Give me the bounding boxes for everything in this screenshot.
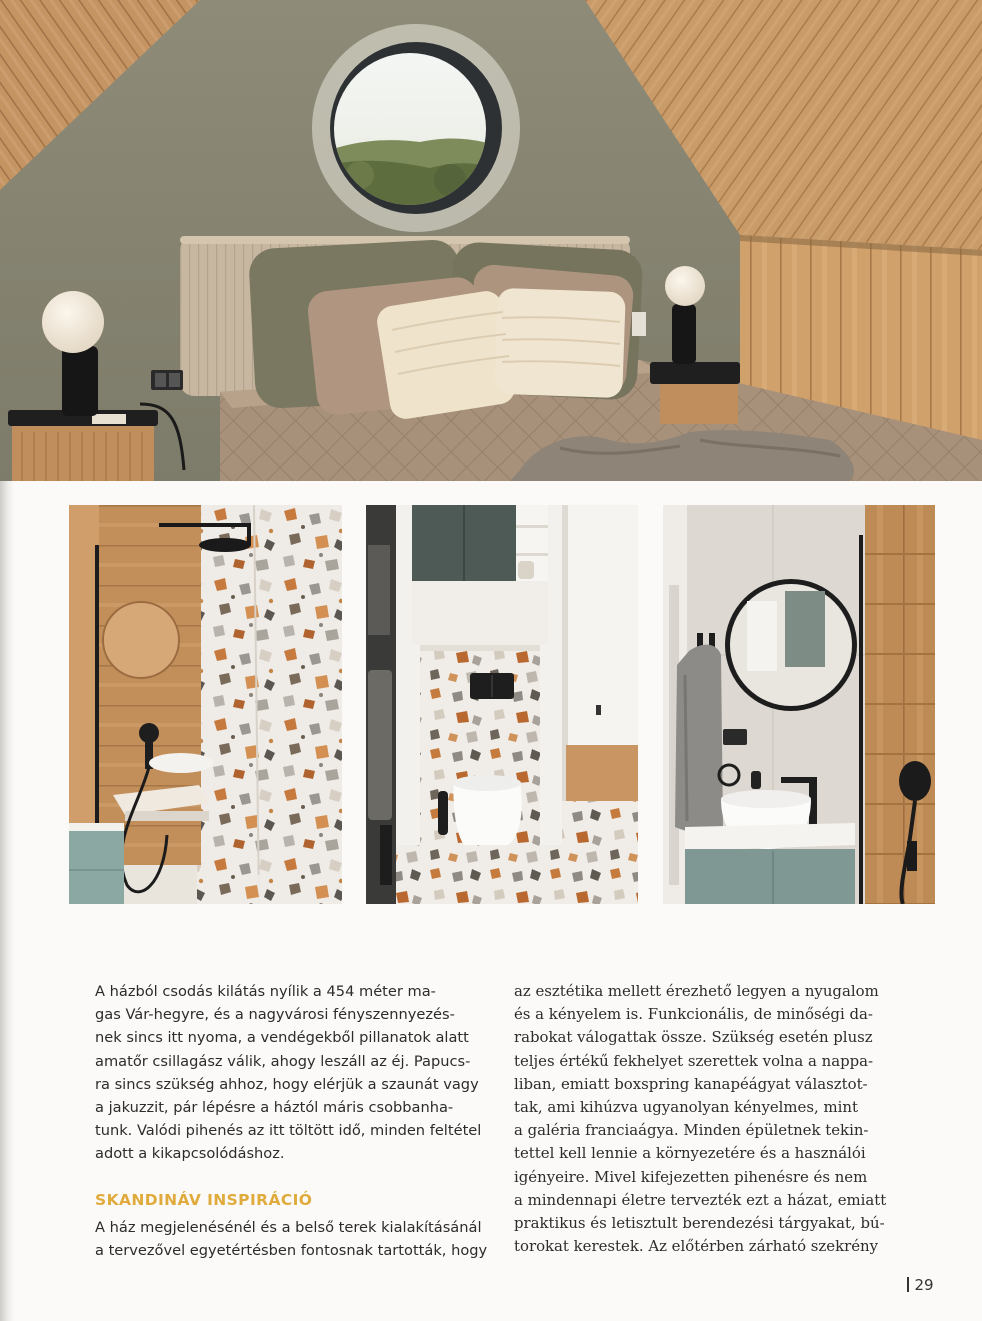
body-text-left-2 <box>95 1216 493 1262</box>
page-number-divider <box>907 1277 909 1292</box>
body-line: a galéria franciaágya. Minden épületnek tekin- <box>514 1121 869 1140</box>
body-text-left <box>95 980 493 1166</box>
body-line: ra sincs szükség ahhoz, hogy elérjük a szaunát vagy <box>95 1075 479 1093</box>
body-line: gas Vár-hegyre, és a nagyvárosi fényszennyezés- <box>95 1006 455 1024</box>
page-number-value: 29 <box>914 1276 934 1294</box>
sink-photo <box>663 505 935 904</box>
body-line: igényeire. Mivel kifejezetten pihenésre és nem <box>514 1167 868 1186</box>
body-line: A házból csodás kilátás nyílik a 454 méter ma- <box>95 983 436 1000</box>
body-line: teljes értékű fekhelyet szerettek volna a nappa- <box>514 1051 874 1070</box>
body-text-right <box>514 980 912 1258</box>
body-line: amatőr csillagász válik, ahogy leszáll az éj. Papucs- <box>95 1052 471 1070</box>
body-line: rabokat válogattak össze. Szükség esetén plusz <box>514 1028 873 1047</box>
body-line: nek sincs itt nyoma, a vendégekből pillanatok alatt <box>95 1029 469 1047</box>
body-line: adott a kikapcsolódáshoz. <box>95 1145 285 1163</box>
body-line: tak, ami kihúzva ugyanolyan kényelmes, mint <box>514 1098 858 1117</box>
page-number <box>907 1276 934 1294</box>
section-heading: SKANDINÁV INSPIRÁCIÓ <box>95 1191 313 1209</box>
body-line: tettel kell lennie a környezetére és a használói <box>514 1144 866 1163</box>
hero-bedroom-photo <box>0 0 982 481</box>
toilet-photo <box>366 505 638 904</box>
shower-photo <box>69 505 342 904</box>
body-line: a jakuzzit, pár lépésre a háztól máris csobbanha- <box>95 1099 454 1117</box>
body-line: az esztétika mellett érezhető legyen a nyugalom <box>514 982 879 1000</box>
body-line: torokat kerestek. Az előtérben zárható szekrény <box>514 1237 879 1256</box>
body-line: praktikus és letisztult berendezési tárgyakat, bú- <box>514 1214 885 1233</box>
body-line: és a kényelem is. Funkcionális, de minőségi da- <box>514 1005 873 1024</box>
body-line: a tervezővel egyetértésben fontosnak tartották, hogy <box>95 1242 488 1260</box>
body-line: tunk. Valódi pihenés az itt töltött idő, minden feltétel <box>95 1122 482 1140</box>
body-line: a mindennapi életre tervezték ezt a házat, emiatt <box>514 1190 887 1209</box>
body-line: A ház megjelenésénél és a belső terek kialakításánál <box>95 1219 482 1236</box>
body-line: liban, emiatt boxspring kanapéágyat választot- <box>514 1074 868 1093</box>
